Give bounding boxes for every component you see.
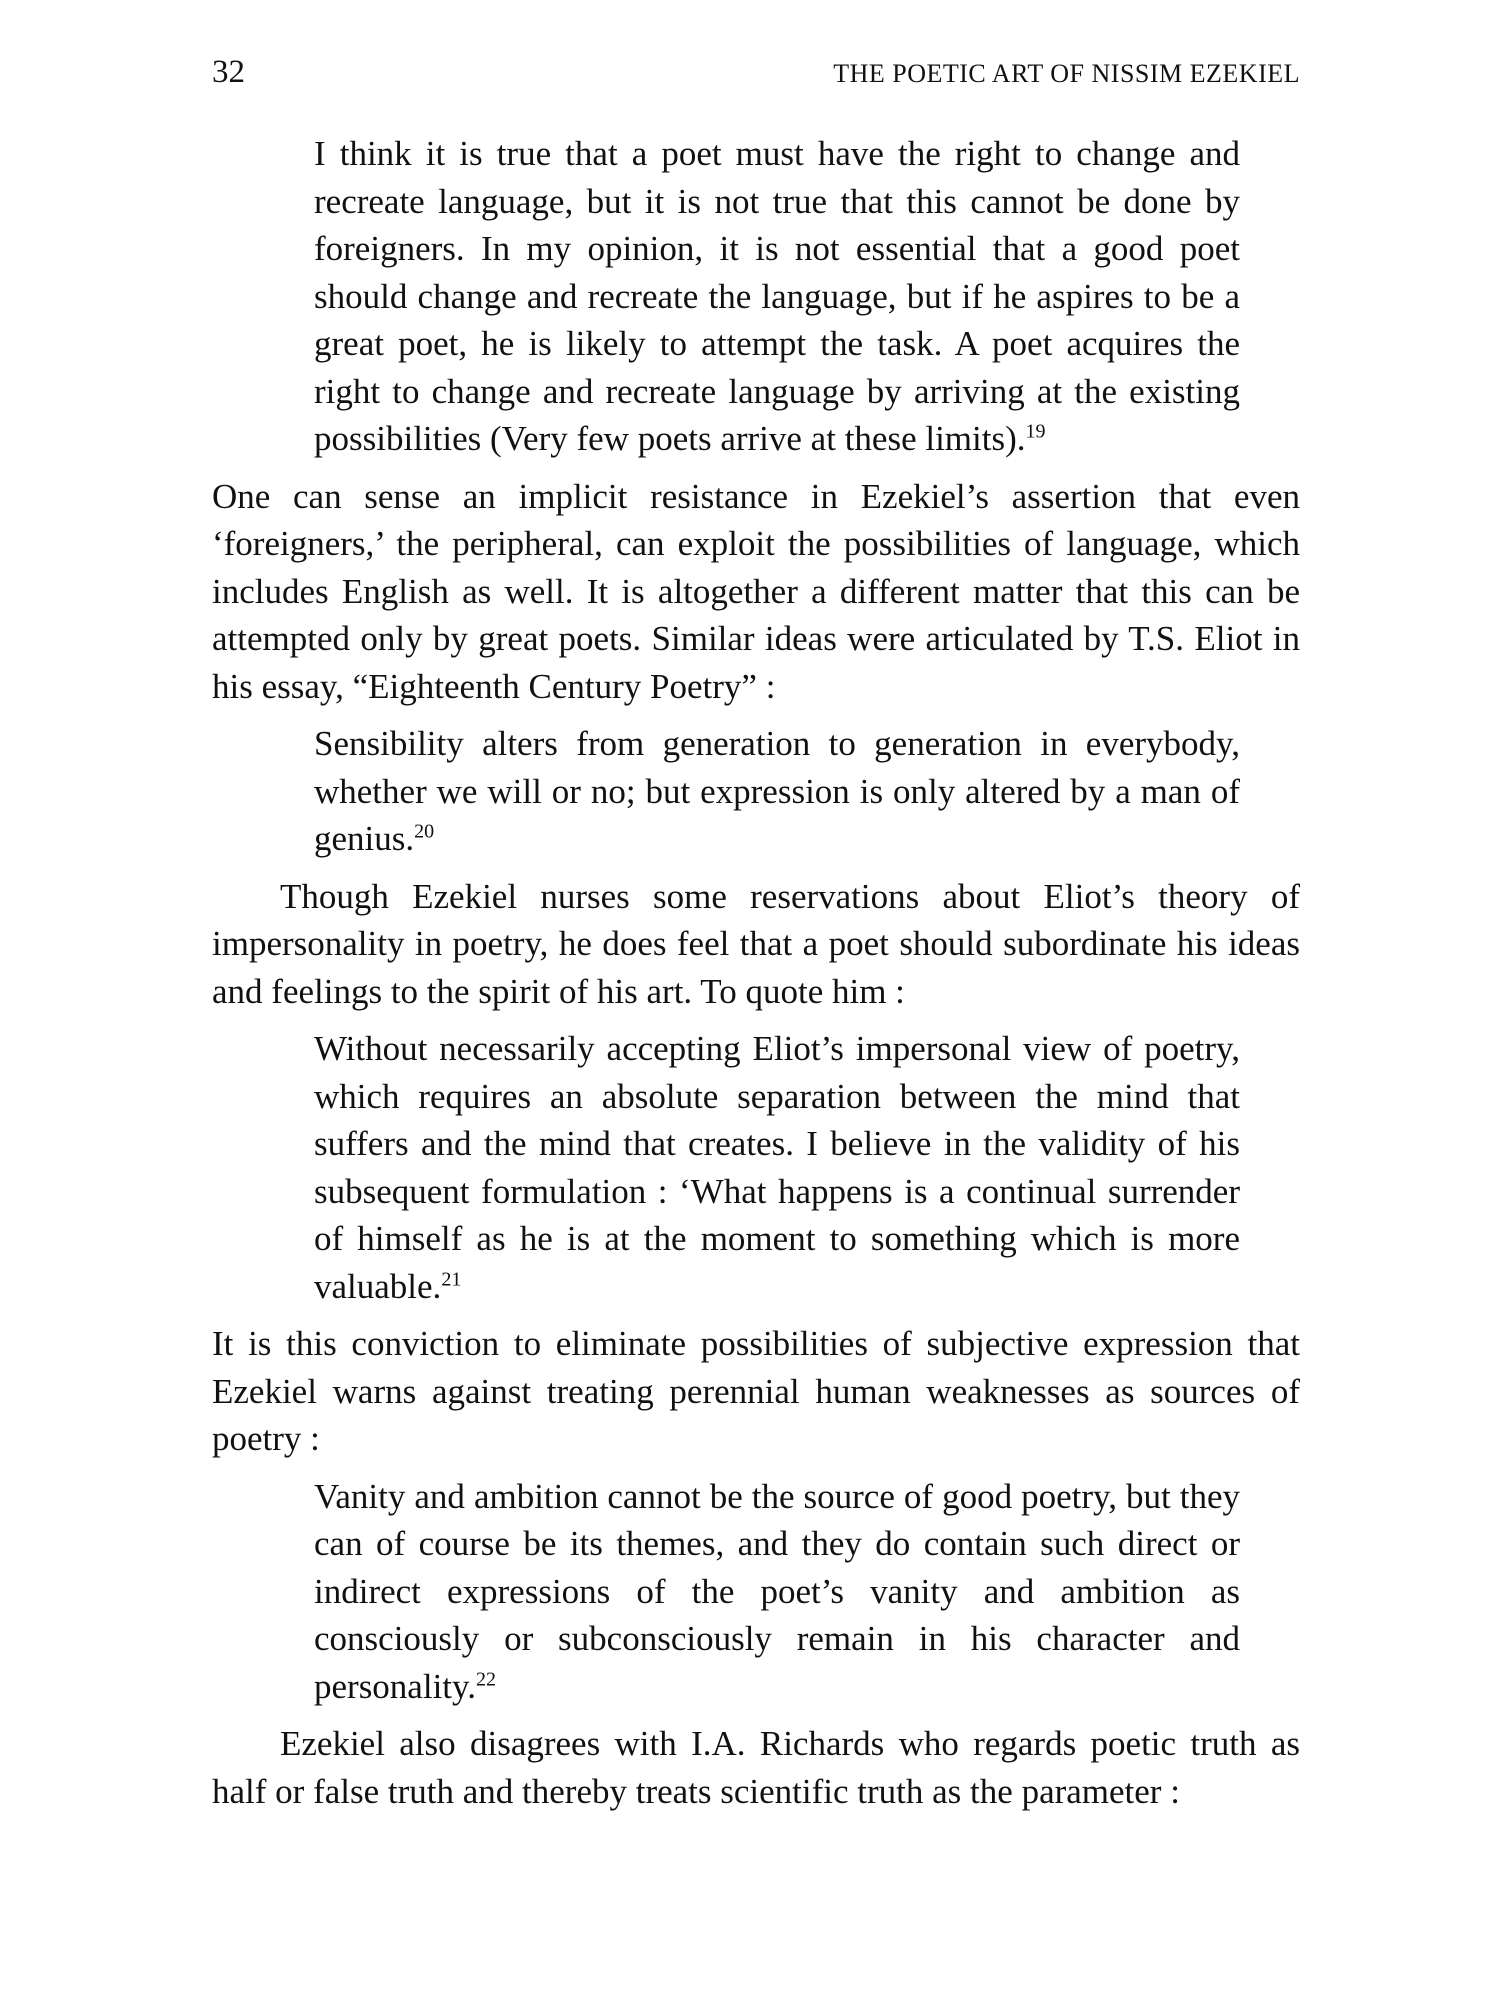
footnote-marker: 22 xyxy=(476,1667,496,1690)
quote-text: Without necessarily accepting Eliot’s impersonal view of poetry, which requires an absolute separation between the mind that suffers and the mind that creates. I believe in the validity of his subsequent formulation : ‘What happens is a continual surrender of himself as he is at the moment to something which is more valuable. xyxy=(314,1029,1240,1306)
paragraph-text: One can sense an implicit resistance in Ezekiel’s assertion that even ‘foreigners,’ the peripheral, can exploit the possibilities of language, which includes English as well. It is altogether a different matter that this can be attempted only by great poets. Similar ideas were articulated by T.S. Eliot in his essay, “Eighteenth Century Poetry” : xyxy=(212,476,1300,706)
body-paragraph xyxy=(212,1320,1300,1463)
block-quote xyxy=(314,720,1240,863)
block-quote xyxy=(314,1025,1240,1310)
page-header xyxy=(212,54,1300,91)
running-title: THE POETIC ART OF NISSIM EZEKIEL xyxy=(833,59,1300,88)
body-paragraph xyxy=(212,1720,1300,1815)
body-paragraph xyxy=(212,873,1300,1016)
paragraph-text: Though Ezekiel nurses some reservations about Eliot’s theory of impersonality in poetry, he does feel that a poet should subordinate his ideas and feelings to the spirit of his art. To quote him : xyxy=(212,876,1300,1011)
block-quote xyxy=(314,1473,1240,1711)
footnote-marker: 19 xyxy=(1025,420,1046,443)
paragraph-text: Ezekiel also disagrees with I.A. Richards who regards poetic truth as half or false truth and thereby treats scientific truth as the parameter : xyxy=(212,1724,1300,1811)
quote-text: Vanity and ambition cannot be the source of good poetry, but they can of course be its themes, and they do contain such direct or indirect expressions of the poet’s vanity and ambition as consciously or subconsciously remain in his character and personality. xyxy=(314,1476,1240,1706)
block-quote xyxy=(314,130,1240,463)
page-body xyxy=(212,130,1300,1825)
page-number: 32 xyxy=(212,54,245,90)
paragraph-text: It is this conviction to eliminate possibilities of subjective expression that Ezekiel warns against treating perennial human weaknesses as sources of poetry : xyxy=(212,1324,1300,1458)
body-paragraph xyxy=(212,473,1300,711)
footnote-marker: 20 xyxy=(414,820,435,843)
footnote-marker: 21 xyxy=(441,1267,462,1290)
quote-text: I think it is true that a poet must have the right to change and recreate language, but it is not true that this cannot be done by foreigners. In my opinion, it is not essential that a good poet should change and recreate the language, but if he aspires to be a great poet, he is likely to attempt the task. A poet acquires the right to change and recreate language by arriving at the existing possibilities (Very few poets arrive at these limits). xyxy=(314,134,1240,458)
quote-text: Sensibility alters from generation to generation in everybody, whether we will or no; but expression is only altered by a man of genius. xyxy=(314,724,1240,858)
